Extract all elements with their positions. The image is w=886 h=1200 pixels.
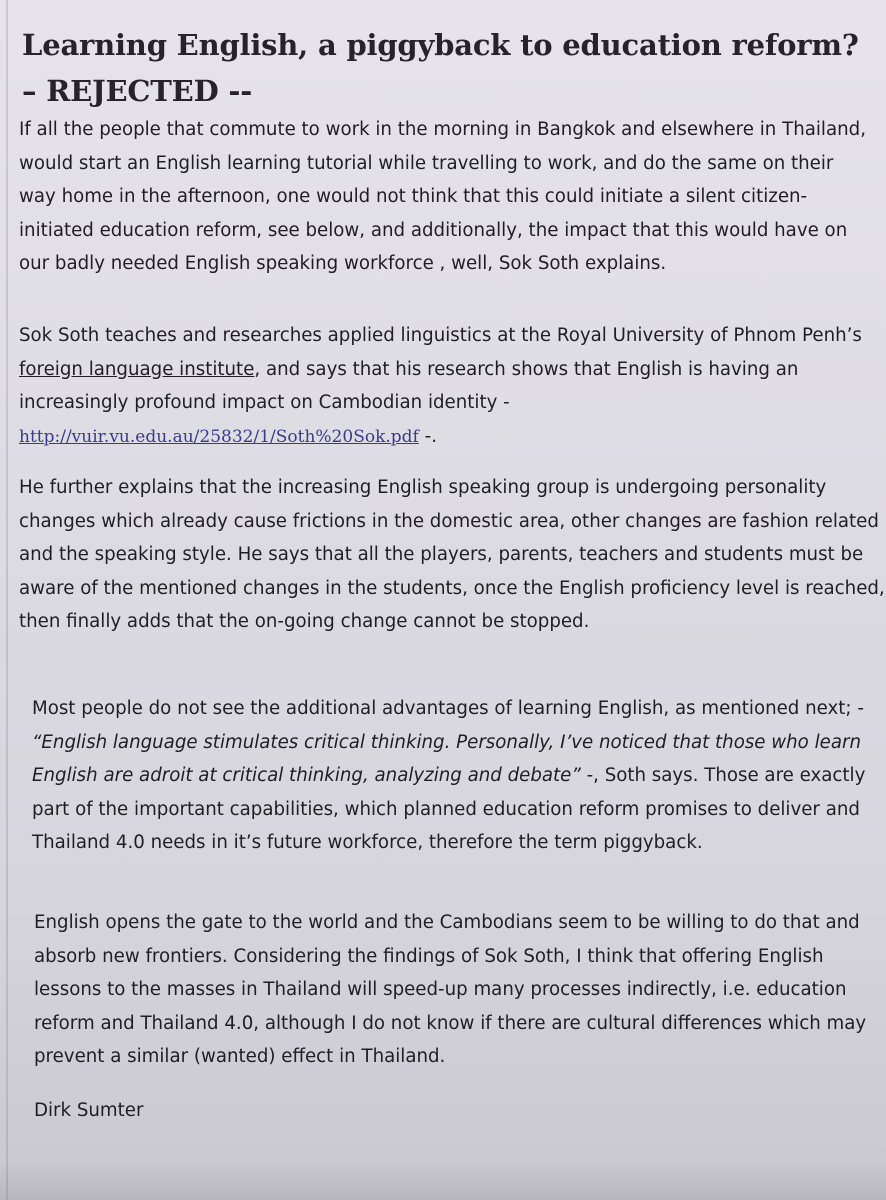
author-signature: Dirk Sumter	[34, 1100, 144, 1121]
article-title: Learning English, a piggyback to education reform? – REJECTED --	[22, 28, 859, 108]
paragraph-sok-soth-end: -.	[418, 425, 437, 447]
paragraph-intro: If all the people that commute to work in the morning in Bangkok and elsewhere in Thailand, would start an English learning tutorial while travelling to work, and do the same on their way home in the afternoon, one would not think that this could initiate a silent citizen-initiated education reform, see below, and additionally, the impact that this would have on our badly needed English speaking workforce , well, Sok Soth explains.	[19, 119, 866, 274]
paragraph-conclusion: English opens the gate to the world and the Cambodians seem to be willing to do that and absorb new frontiers. Considering the findings of Sok Soth, I think that offering English lessons to the masses in Thailand will speed-up many processes indirectly, i.e. education reform and Thailand 4.0, although I do not know if there are cultural differences which may prevent a similar (wanted) effect in Thailand.	[34, 912, 867, 1067]
paragraph-advantages-rest: -, Soth says. Those are exactly part of the important capabilities, which planned education reform promises to deliver and Thailand 4.0 needs in it’s future workforce, therefore the term piggyback.	[32, 765, 866, 853]
paragraph-advantages	[32, 692, 884, 860]
paragraph-personality-changes: He further explains that the increasing English speaking group is undergoing personality changes which already cause frictions in the domestic area, other changes are fashion related and the speaking style. He says that all the players, parents, teachers and students must be aware of the mentioned changes in the students, once the English proficiency level is reached, then finally adds that the on-going change cannot be stopped.	[19, 477, 885, 632]
paper-edge	[6, 0, 8, 1200]
page-shadow	[0, 1160, 886, 1200]
soth-quote: “English language stimulates critical thinking. Personally, I’ve noticed that those who learn English are adroit at critical thinking, analyzing and debate”	[32, 731, 861, 786]
paragraph-sok-soth-middle: , and says that his research shows that English is having an increasingly profound impact on Cambodian identity -	[19, 358, 799, 413]
paragraph-sok-soth	[19, 319, 879, 454]
paragraph-sok-soth-start: Sok Soth teaches and researches applied linguistics at the Royal University of Phnom Penh’s	[19, 325, 862, 346]
foreign-language-institute-link[interactable]: foreign language institute	[19, 358, 255, 380]
research-pdf-link[interactable]: http://vuir.vu.edu.au/25832/1/Soth%20Sok.pdf	[19, 426, 419, 447]
paragraph-advantages-intro: Most people do not see the additional advantages of learning English, as mentioned next; -	[32, 698, 864, 719]
